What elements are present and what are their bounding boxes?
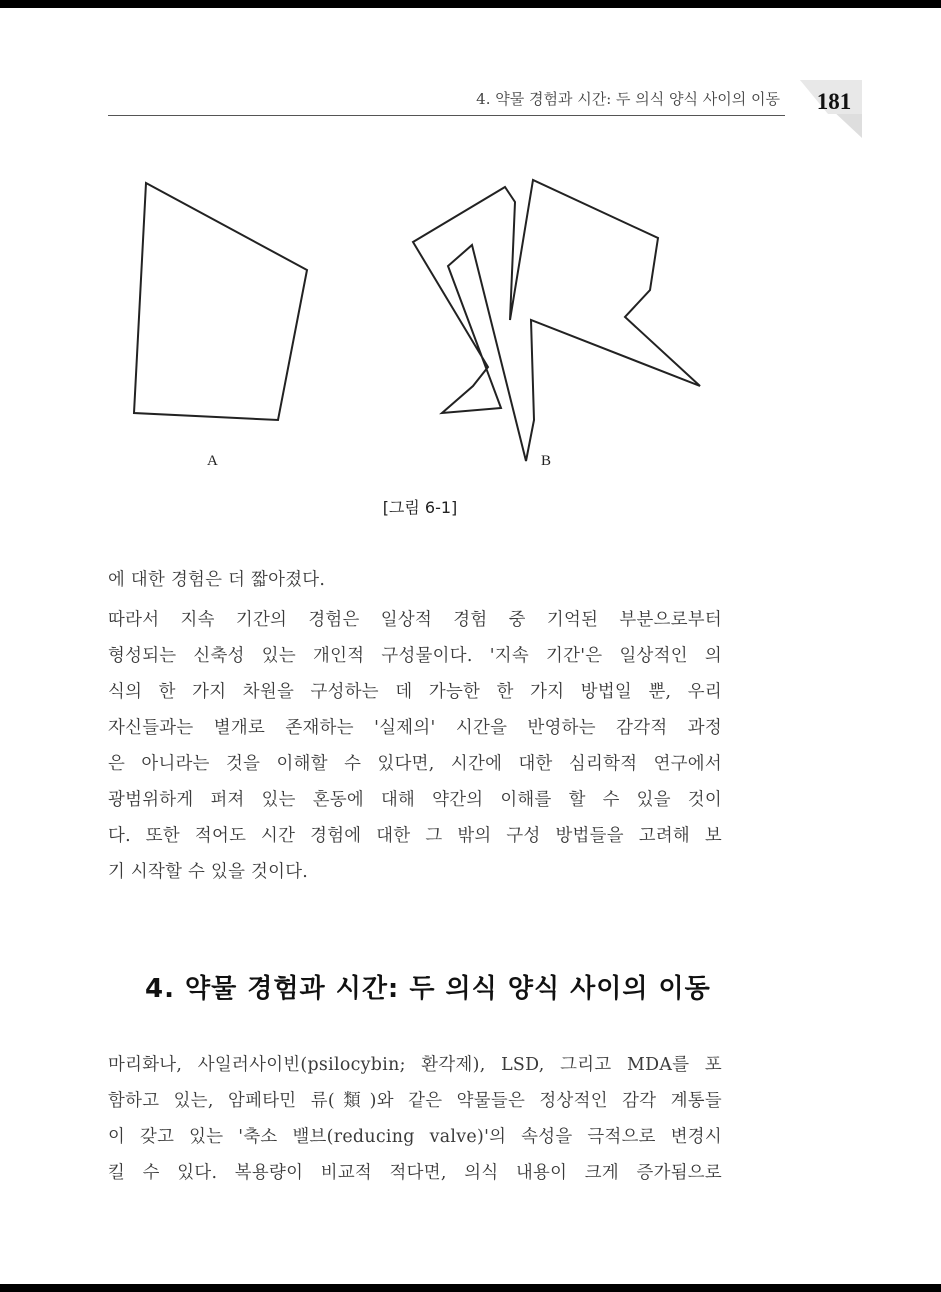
shape-b xyxy=(413,180,700,461)
text-line: 함하고 있는, 암페타민 류(類)와 같은 약물들은 정상적인 감각 계통들 xyxy=(108,1091,722,1111)
text-line: 마리화나, 사일러사이빈(psilocybin; 환각제), LSD, 그리고 MDA를 포 xyxy=(108,1055,722,1075)
bottom-border-bar xyxy=(0,1284,941,1292)
paragraph-2 xyxy=(108,602,722,890)
figure-label-a: A xyxy=(207,453,218,469)
text-line: 다. 또한 적어도 시간 경험에 대한 그 밖의 구성 방법들을 고려해 보 xyxy=(108,826,722,846)
text-line: 이 갖고 있는 '축소 밸브(reducing valve)'의 속성을 극적으로 변경시 xyxy=(108,1127,722,1147)
text-line: 형성되는 신축성 있는 개인적 구성물이다. '지속 기간'은 일상적인 의 xyxy=(108,646,722,666)
text-line: 에 대한 경험은 더 짧아졌다. xyxy=(108,570,326,590)
shape-a xyxy=(134,183,307,420)
figure-caption: [그림 6-1] xyxy=(382,498,458,517)
page-number: 181 xyxy=(816,89,852,114)
text-line: 킬 수 있다. 복용량이 비교적 적다면, 의식 내용이 크게 증가됨으로 xyxy=(108,1163,722,1183)
text-line: 은 아니라는 것을 이해할 수 있다면, 시간에 대한 심리학적 연구에서 xyxy=(108,754,722,774)
paragraph-1 xyxy=(108,562,722,598)
section-heading: 4. 약물 경험과 시간: 두 의식 양식 사이의 이동 xyxy=(145,974,711,1004)
figure-drawing xyxy=(0,160,941,480)
text-line: 기 시작할 수 있을 것이다. xyxy=(108,862,309,882)
header-rule xyxy=(108,115,785,116)
paragraph-3 xyxy=(108,1047,722,1191)
text-line: 따라서 지속 기간의 경험은 일상적 경험 중 기억된 부분으로부터 xyxy=(108,610,722,630)
top-border-bar xyxy=(0,0,941,8)
figure-6-1 xyxy=(0,160,941,480)
running-head: 4. 약물 경험과 시간: 두 의식 양식 사이의 이동 xyxy=(476,90,780,108)
text-line: 광범위하게 퍼져 있는 혼동에 대해 약간의 이해를 할 수 있을 것이 xyxy=(108,790,722,810)
figure-label-b: B xyxy=(541,453,552,469)
text-line: 자신들과는 별개로 존재하는 '실제의' 시간을 반영하는 감각적 과정 xyxy=(108,718,722,738)
text-line: 식의 한 가지 차원을 구성하는 데 가능한 한 가지 방법일 뿐, 우리 xyxy=(108,682,722,702)
